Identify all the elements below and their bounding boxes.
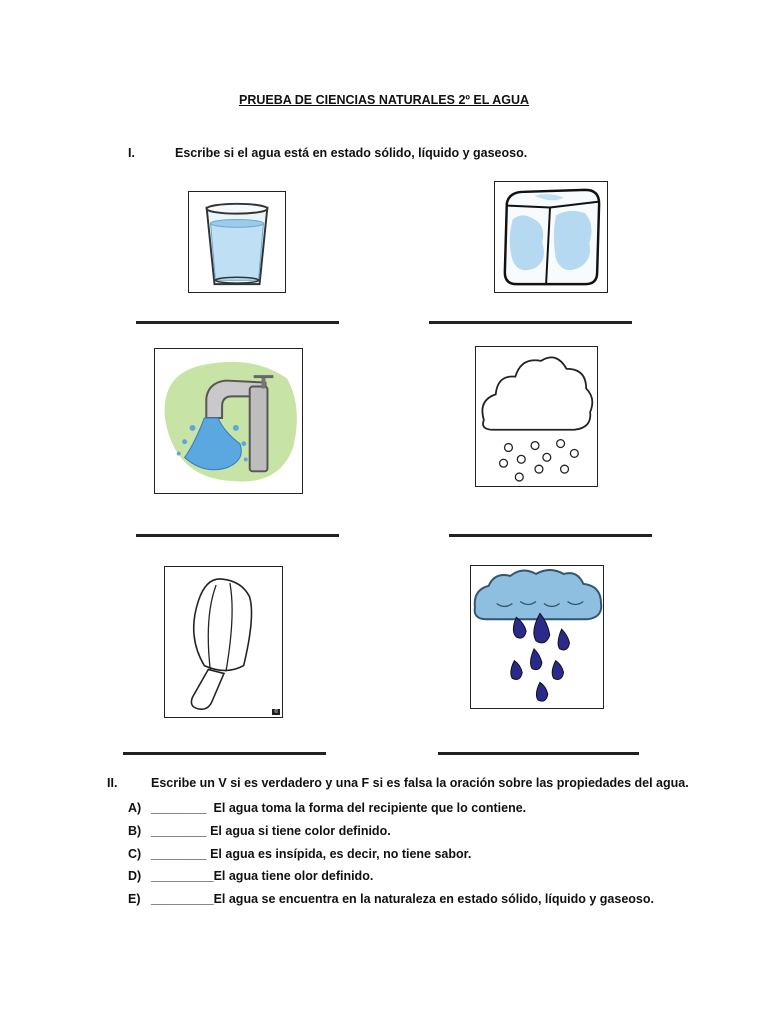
question-c-letter: C)	[128, 847, 142, 861]
section-1-instruction: Escribe si el agua está en estado sólido, líquido y gaseoso.	[175, 146, 528, 160]
question-e-text[interactable]: _________El agua se encuentra en la naturaleza en estado sólido, líquido y gaseoso.	[151, 892, 654, 906]
question-b-text[interactable]: ________ El agua si tiene color definido.	[151, 824, 391, 838]
rain-cloud-image	[470, 565, 604, 709]
section-2-number: II.	[107, 776, 118, 790]
water-faucet-icon	[155, 349, 302, 493]
answer-line-1[interactable]	[136, 321, 339, 324]
snow-cloud-icon	[476, 347, 597, 486]
answer-line-3[interactable]	[136, 534, 339, 537]
copyright-badge: ©	[274, 709, 278, 715]
question-d-letter: D)	[128, 869, 142, 883]
question-d-text[interactable]: _________El agua tiene olor definido.	[151, 869, 374, 883]
popsicle-icon	[165, 567, 282, 717]
section-1-number: I.	[128, 146, 135, 160]
section-2-instruction: Escribe un V si es verdadero y una F si es falsa la oración sobre las propiedades del agua.	[151, 776, 689, 790]
answer-line-2[interactable]	[429, 321, 632, 324]
answer-line-6[interactable]	[438, 752, 639, 755]
question-c-text[interactable]: ________ El agua es insípida, es decir, no tiene sabor.	[151, 847, 472, 861]
page-title: PRUEBA DE CIENCIAS NATURALES 2º EL AGUA	[238, 93, 529, 107]
ice-cube-icon	[495, 182, 607, 292]
question-e-letter: E)	[128, 892, 141, 906]
answer-line-5[interactable]	[123, 752, 326, 755]
question-a-letter: A)	[128, 801, 142, 815]
answer-line-4[interactable]	[449, 534, 652, 537]
snow-cloud-image	[475, 346, 598, 487]
question-a-text[interactable]: ________ El agua toma la forma del recipiente que lo contiene.	[151, 801, 527, 815]
rain-cloud-icon	[471, 566, 603, 708]
ice-cube-image	[494, 181, 608, 293]
question-b-letter: B)	[128, 824, 142, 838]
glass-of-water-image	[188, 191, 286, 293]
glass-of-water-icon	[189, 192, 285, 292]
water-faucet-image	[154, 348, 303, 494]
popsicle-image	[164, 566, 283, 718]
